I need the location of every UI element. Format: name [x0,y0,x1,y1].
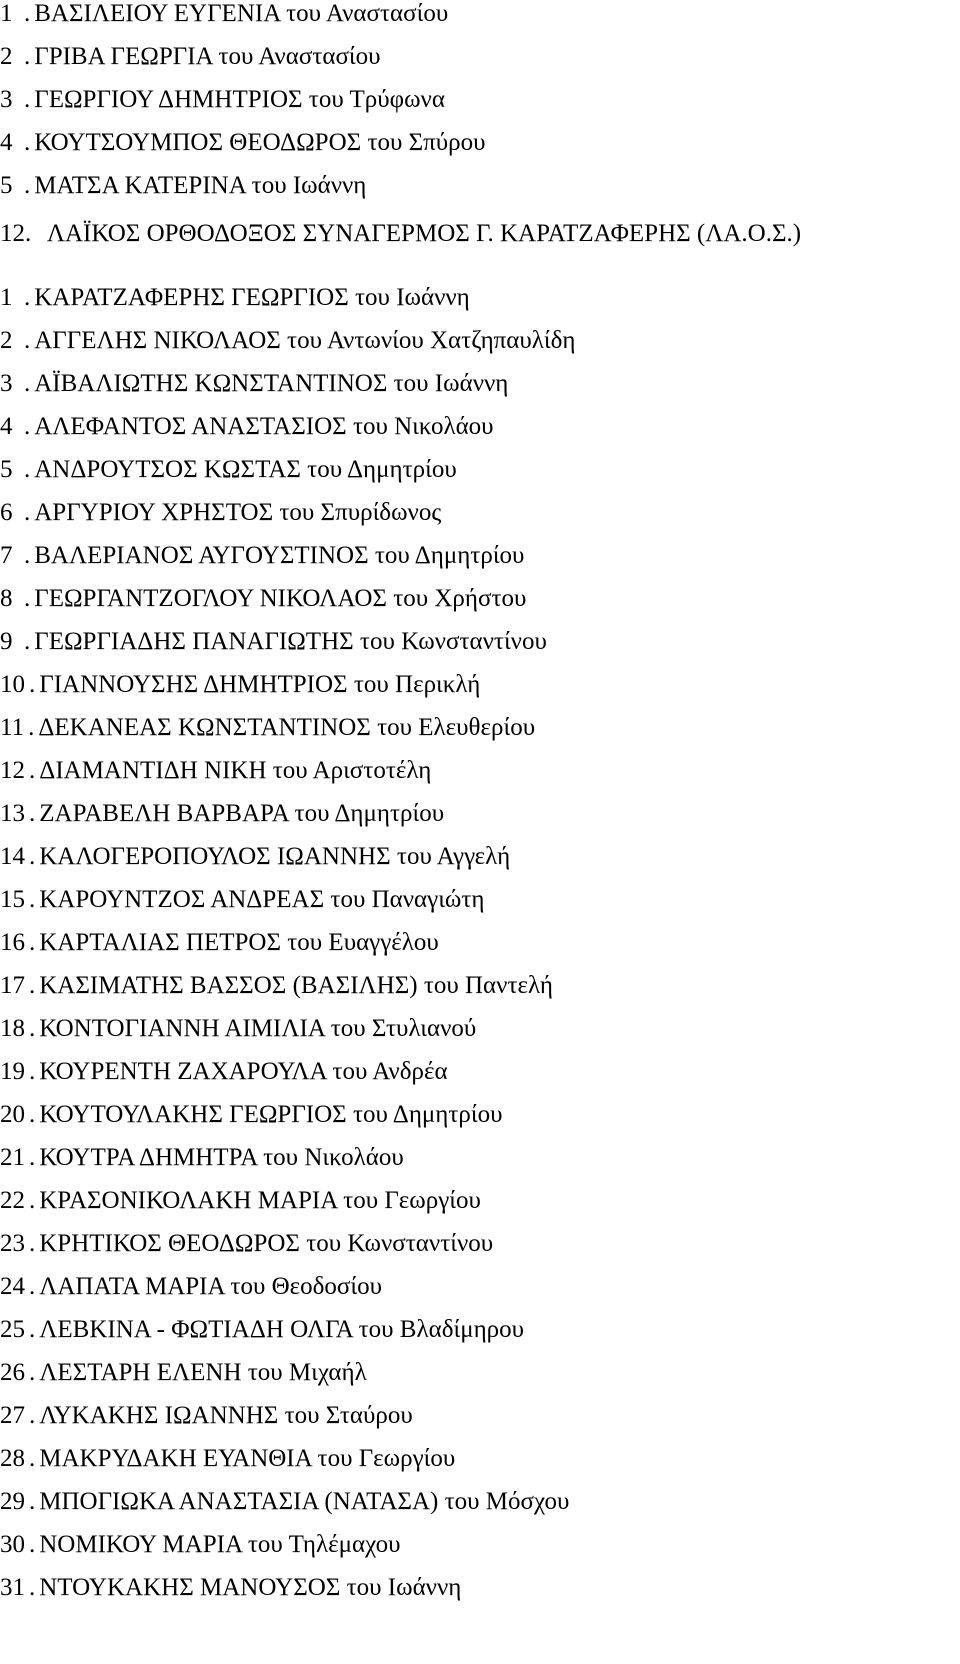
list-item [0,1222,960,1265]
candidate-number: 26 [0,1359,25,1386]
number-separator: . [24,284,31,311]
candidate-number: 2 [0,43,13,70]
candidate-name: ΔΙΑΜΑΝΤΙΔΗ ΝΙΚΗ του Αριστοτέλη [39,757,432,784]
candidate-number: 31 [0,1574,25,1601]
candidate-number: 8 [0,585,13,612]
candidate-name: ΒΑΛΕΡΙΑΝΟΣ ΑΥΓΟΥΣΤΙΝΟΣ του Δημητρίου [34,542,525,569]
list-item [0,706,960,749]
number-separator: . [24,456,31,483]
candidate-number: 4 [0,413,13,440]
candidate-list-laos [0,276,960,1609]
candidate-number: 15 [0,886,25,913]
candidate-number: 11 [0,714,25,741]
candidate-name: ΛΥΚΑΚΗΣ ΙΩΑΝΝΗΣ του Σταύρου [39,1402,413,1429]
candidate-number: 30 [0,1531,25,1558]
number-separator: . [29,1101,36,1128]
candidate-number: 5 [0,456,13,483]
number-separator: . [24,542,31,569]
number-separator: . [24,129,31,156]
candidate-number: 5 [0,172,13,199]
number-separator: . [29,1187,36,1214]
candidate-number: 4 [0,129,13,156]
number-separator: . [29,1574,36,1601]
candidate-name: ΚΑΣΙΜΑΤΗΣ ΒΑΣΣΟΣ (ΒΑΣΙΛΗΣ) του Παντελή [39,972,553,999]
list-item [0,663,960,706]
list-item [0,1265,960,1308]
list-item [0,792,960,835]
candidate-number: 20 [0,1101,25,1128]
candidate-name: ΝΤΟΥΚΑΚΗΣ ΜΑΝΟΥΣΟΣ του Ιωάννη [39,1574,462,1601]
list-item [0,78,960,121]
candidate-name: ΑΝΔΡΟΥΤΣΟΣ ΚΩΣΤΑΣ του Δημητρίου [34,456,457,483]
candidate-name: ΛΕΣΤΑΡΗ ΕΛΕΝΗ του Μιχαήλ [39,1359,367,1386]
number-separator: . [24,413,31,440]
number-separator: . [29,843,36,870]
candidate-name: ΑΛΕΦΑΝΤΟΣ ΑΝΑΣΤΑΣΙΟΣ του Νικολάου [34,413,494,440]
party-number: 12. [0,220,32,247]
list-item [0,921,960,964]
candidate-name: ΚΟΥΤΟΥΛΑΚΗΣ ΓΕΩΡΓΙΟΣ του Δημητρίου [39,1101,503,1128]
number-separator: . [29,1058,36,1085]
list-item [0,1007,960,1050]
list-item [0,362,960,405]
candidate-name: ΒΑΣΙΛΕΙΟΥ ΕΥΓΕΝΙΑ του Αναστασίου [34,0,449,27]
list-item [0,964,960,1007]
candidate-number: 23 [0,1230,25,1257]
candidate-name: ΛΑΠΑΤΑ ΜΑΡΙΑ του Θεοδοσίου [39,1273,383,1300]
number-separator: . [29,800,36,827]
party-title: ΛΑΪΚΟΣ ΟΡΘΟΔΟΞΟΣ ΣΥΝΑΓΕΡΜΟΣ Γ. ΚΑΡΑΤΖΑΦΕΡΗΣ (ΛΑ.Ο.Σ.) [46,220,802,247]
candidate-name: ΜΠΟΓΙΩΚΑ ΑΝΑΣΤΑΣΙΑ (ΝΑΤΑΣΑ) του Μόσχου [39,1488,570,1515]
number-separator: . [29,1359,36,1386]
list-item [0,448,960,491]
list-item [0,164,960,207]
number-separator: . [24,585,31,612]
list-item [0,1480,960,1523]
number-separator: . [29,1230,36,1257]
candidate-name: ΛΕΒΚΙΝΑ - ΦΩΤΙΑΔΗ ΟΛΓΑ του Βλαδίμηρου [39,1316,525,1343]
list-item [0,276,960,319]
list-item [0,319,960,362]
candidate-name: ΑΪΒΑΛΙΩΤΗΣ ΚΩΝΣΤΑΝΤΙΝΟΣ του Ιωάννη [34,370,509,397]
candidate-name: ΚΟΥΡΕΝΤΗ ΖΑΧΑΡΟΥΛΑ του Ανδρέα [39,1058,448,1085]
candidate-name: ΜΑΚΡΥΔΑΚΗ ΕΥΑΝΘΙΑ του Γεωργίου [39,1445,456,1472]
candidate-number: 27 [0,1402,25,1429]
candidate-number: 28 [0,1445,25,1472]
party-heading [0,207,960,272]
number-separator: . [29,1273,36,1300]
candidate-number: 16 [0,929,25,956]
list-item [0,405,960,448]
list-item [0,121,960,164]
candidate-name: ΚΟΥΤΡΑ ΔΗΜΗΤΡΑ του Νικολάου [39,1144,404,1171]
candidate-number: 7 [0,542,13,569]
candidate-number: 3 [0,370,13,397]
candidate-number: 10 [0,671,25,698]
candidate-number: 13 [0,800,25,827]
number-separator: . [29,1144,36,1171]
candidate-name: ΝΟΜΙΚΟΥ ΜΑΡΙΑ του Τηλέμαχου [39,1531,401,1558]
list-item [0,1351,960,1394]
number-separator: . [24,43,31,70]
candidate-name: ΚΡΑΣΟΝΙΚΟΛΑΚΗ ΜΑΡΙΑ του Γεωργίου [39,1187,481,1214]
number-separator: . [24,86,31,113]
number-separator: . [29,671,36,698]
candidate-number: 1 [0,0,13,27]
list-item [0,1437,960,1480]
candidate-name: ΑΡΓΥΡΙΟΥ ΧΡΗΣΤΟΣ του Σπυρίδωνος [34,499,442,526]
candidate-name: ΚΟΝΤΟΓΙΑΝΝΗ ΑΙΜΙΛΙΑ του Στυλιανού [39,1015,477,1042]
number-separator: . [29,1316,36,1343]
candidate-number: 24 [0,1273,25,1300]
candidate-list-previous-party [0,0,960,207]
candidate-name: ΖΑΡΑΒΕΛΗ ΒΑΡΒΑΡΑ του Δημητρίου [39,800,445,827]
list-item [0,577,960,620]
list-item [0,534,960,577]
candidate-number: 12 [0,757,25,784]
number-separator: . [29,886,36,913]
candidate-number: 2 [0,327,13,354]
list-item [0,1394,960,1437]
number-separator: . [29,1402,36,1429]
number-separator: . [29,1015,36,1042]
number-separator: . [29,929,36,956]
candidate-number: 14 [0,843,25,870]
candidate-number: 3 [0,86,13,113]
list-item [0,1308,960,1351]
list-item [0,878,960,921]
candidate-name: ΚΡΗΤΙΚΟΣ ΘΕΟΔΩΡΟΣ του Κωνσταντίνου [39,1230,494,1257]
number-separator: . [29,1531,36,1558]
number-separator: . [24,370,31,397]
number-separator: . [29,757,36,784]
candidate-name: ΓΕΩΡΓΙΟΥ ΔΗΜΗΤΡΙΟΣ του Τρύφωνα [34,86,445,113]
number-separator: . [28,714,35,741]
list-item [0,749,960,792]
number-separator: . [24,499,31,526]
candidate-name: ΚΑΡΤΑΛΙΑΣ ΠΕΤΡΟΣ του Ευαγγέλου [39,929,439,956]
candidate-number: 18 [0,1015,25,1042]
list-item [0,491,960,534]
list-item [0,1136,960,1179]
list-item [0,835,960,878]
candidate-number: 22 [0,1187,25,1214]
number-separator: . [24,628,31,655]
candidate-name: ΑΓΓΕΛΗΣ ΝΙΚΟΛΑΟΣ του Αντωνίου Χατζηπαυλίδη [34,327,576,354]
candidate-name: ΚΑΡΑΤΖΑΦΕΡΗΣ ΓΕΩΡΓΙΟΣ του Ιωάννη [34,284,470,311]
number-separator: . [24,327,31,354]
list-item [0,620,960,663]
list-item [0,0,960,35]
candidate-name: ΓΕΩΡΓΑΝΤΖΟΓΛΟΥ ΝΙΚΟΛΑΟΣ του Χρήστου [34,585,527,612]
candidate-number: 19 [0,1058,25,1085]
list-item [0,35,960,78]
candidate-name: ΚΑΡΟΥΝΤΖΟΣ ΑΝΔΡΕΑΣ του Παναγιώτη [39,886,485,913]
candidate-name: ΜΑΤΣΑ ΚΑΤΕΡΙΝΑ του Ιωάννη [34,172,367,199]
candidate-number: 29 [0,1488,25,1515]
number-separator: . [24,0,31,27]
list-item [0,1050,960,1093]
candidate-name: ΚΟΥΤΣΟΥΜΠΟΣ ΘΕΟΔΩΡΟΣ του Σπύρου [34,129,486,156]
list-item [0,1523,960,1566]
list-item [0,1179,960,1222]
list-item [0,1093,960,1136]
candidate-number: 9 [0,628,13,655]
candidate-number: 6 [0,499,13,526]
candidate-name: ΓΕΩΡΓΙΑΔΗΣ ΠΑΝΑΓΙΩΤΗΣ του Κωνσταντίνου [34,628,547,655]
list-item [0,1566,960,1609]
number-separator: . [24,172,31,199]
candidate-name: ΚΑΛΟΓΕΡΟΠΟΥΛΟΣ ΙΩΑΝΝΗΣ του Αγγελή [39,843,511,870]
candidate-name: ΓΙΑΝΝΟΥΣΗΣ ΔΗΜΗΤΡΙΟΣ του Περικλή [39,671,481,698]
candidate-number: 21 [0,1144,25,1171]
number-separator: . [29,1445,36,1472]
candidate-number: 17 [0,972,25,999]
candidate-number: 1 [0,284,13,311]
candidate-number: 25 [0,1316,25,1343]
candidate-name: ΓΡΙΒΑ ΓΕΩΡΓΙΑ του Αναστασίου [34,43,381,70]
candidate-name: ΔΕΚΑΝΕΑΣ ΚΩΝΣΤΑΝΤΙΝΟΣ του Ελευθερίου [38,714,536,741]
number-separator: . [29,1488,36,1515]
number-separator: . [29,972,36,999]
